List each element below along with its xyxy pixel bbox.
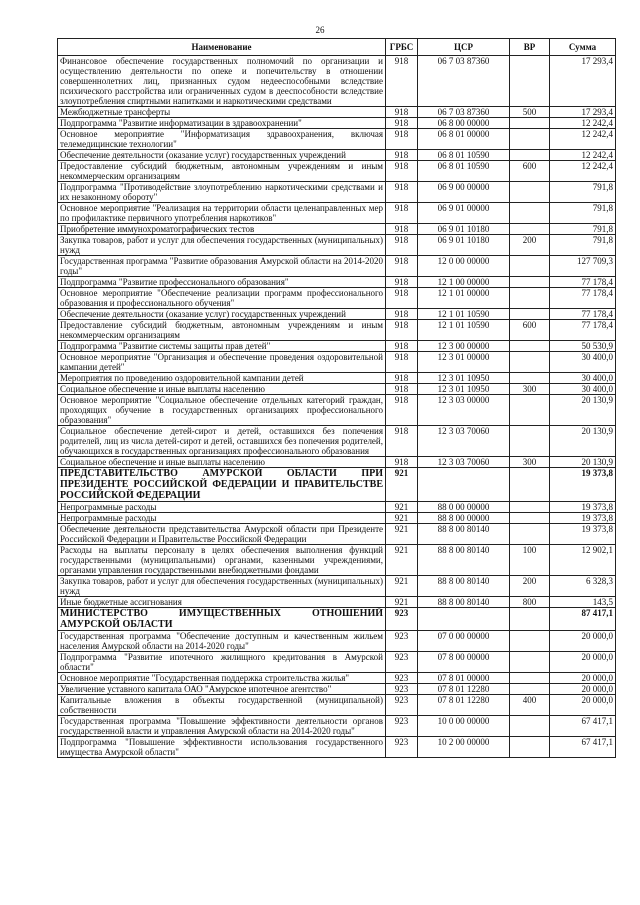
row-name: Подпрограмма "Развитие ипотечного жилищного кредитования в Амурской области": [58, 652, 386, 673]
row-name: Обеспечение деятельности (оказание услуг) государственных учреждений: [58, 150, 386, 161]
row-csr: 07 8 01 12280: [418, 684, 510, 695]
table-row: [58, 56, 616, 107]
row-grbs: 921: [386, 545, 418, 576]
table-row: [58, 320, 616, 341]
row-grbs: 918: [386, 309, 418, 320]
row-sum: 67 417,1: [550, 737, 616, 758]
row-csr: [418, 468, 510, 502]
table-row: [58, 182, 616, 203]
table-row: [58, 652, 616, 673]
row-csr: 12 3 01 10950: [418, 384, 510, 395]
row-vr: [510, 56, 550, 107]
row-sum: 791,8: [550, 235, 616, 256]
row-csr: 12 3 03 70060: [418, 426, 510, 457]
row-grbs: 918: [386, 277, 418, 288]
table-row: [58, 288, 616, 309]
header-sum: Сумма: [550, 39, 616, 56]
row-grbs: 918: [386, 341, 418, 352]
row-csr: 06 7 03 87360: [418, 56, 510, 107]
row-sum: 791,8: [550, 203, 616, 224]
row-sum: 77 178,4: [550, 277, 616, 288]
row-name: Мероприятия по проведению оздоровительной кампании детей: [58, 373, 386, 384]
row-csr: 88 8 00 80140: [418, 576, 510, 597]
page-number: 26: [315, 25, 325, 35]
row-grbs: 923: [386, 608, 418, 631]
row-name: Государственная программа "Обеспечение доступным и качественным жильем населения Амурской области на 2014-2020 годы": [58, 631, 386, 652]
row-grbs: 923: [386, 673, 418, 684]
row-vr: 600: [510, 161, 550, 182]
table-row: [58, 150, 616, 161]
row-vr: [510, 395, 550, 426]
row-name: Обеспечение деятельности (оказание услуг) государственных учреждений: [58, 309, 386, 320]
row-vr: 200: [510, 235, 550, 256]
row-csr: 88 8 00 80140: [418, 545, 510, 576]
row-name: Межбюджетные трансферты: [58, 107, 386, 118]
row-csr: 12 1 01 10590: [418, 309, 510, 320]
table-row: [58, 513, 616, 524]
table-row: [58, 468, 616, 502]
row-vr: 500: [510, 107, 550, 118]
row-name: Государственная программа "Развитие образования Амурской области на 2014-2020 годы": [58, 256, 386, 277]
row-vr: [510, 341, 550, 352]
row-vr: [510, 502, 550, 513]
row-csr: 10 2 00 00000: [418, 737, 510, 758]
row-sum: 19 373,8: [550, 513, 616, 524]
row-grbs: 918: [386, 426, 418, 457]
row-grbs: 918: [386, 129, 418, 150]
row-name: Финансовое обеспечение государственных полномочий по организации и осуществлению деятельности по опеке и попечительству в отношении совершеннолетних лиц, признанных судом недееспособными вследствие психического расстройства или ограниченных судом в дееспособности вследствие злоупотребления спиртными напитками и наркотическими средствами: [58, 56, 386, 107]
row-grbs: 923: [386, 684, 418, 695]
row-vr: [510, 373, 550, 384]
row-csr: 88 0 00 00000: [418, 502, 510, 513]
table-row: [58, 277, 616, 288]
row-sum: 20 000,0: [550, 631, 616, 652]
row-csr: 06 8 00 00000: [418, 118, 510, 129]
row-sum: 77 178,4: [550, 320, 616, 341]
row-grbs: 923: [386, 631, 418, 652]
row-name: Закупка товаров, работ и услуг для обеспечения государственных (муниципальных) нужд: [58, 235, 386, 256]
row-sum: 30 400,0: [550, 352, 616, 373]
row-name: Подпрограмма "Повышение эффективности использования государственного имущества Амурской области": [58, 737, 386, 758]
row-sum: 20 000,0: [550, 652, 616, 673]
row-csr: 06 9 00 00000: [418, 182, 510, 203]
row-sum: 20 130,9: [550, 395, 616, 426]
row-csr: 12 1 00 00000: [418, 277, 510, 288]
row-csr: 12 3 03 70060: [418, 457, 510, 468]
row-sum: 17 293,4: [550, 56, 616, 107]
table-row: [58, 341, 616, 352]
row-grbs: 918: [386, 56, 418, 107]
table-row: [58, 384, 616, 395]
row-name: Предоставление субсидий бюджетным, автономным учреждениям и иным некоммерческим организациям: [58, 320, 386, 341]
row-sum: 20 000,0: [550, 695, 616, 716]
row-name: Непрограммные расходы: [58, 513, 386, 524]
row-csr: 12 3 01 10950: [418, 373, 510, 384]
table-row: [58, 737, 616, 758]
row-grbs: 918: [386, 161, 418, 182]
row-vr: 300: [510, 457, 550, 468]
row-name: Основное мероприятие "Информатизация здравоохранения, включая телемедицинские технологии": [58, 129, 386, 150]
row-name: МИНИСТЕРСТВО ИМУЩЕСТВЕННЫХ ОТНОШЕНИЙ АМУРСКОЙ ОБЛАСТИ: [58, 608, 386, 631]
header-grbs: ГРБС: [386, 39, 418, 56]
row-vr: [510, 182, 550, 203]
row-sum: 77 178,4: [550, 288, 616, 309]
row-name: Социальное обеспечение детей-сирот и детей, оставшихся без попечения родителей, лиц из числа детей-сирот и детей, оставшихся без попечения родителей, обучающихся в государственных организациях профессионального образования: [58, 426, 386, 457]
table-row: [58, 118, 616, 129]
table-body: [58, 56, 616, 758]
row-grbs: 923: [386, 695, 418, 716]
header-name: Наименование: [58, 39, 386, 56]
row-csr: 06 8 01 10590: [418, 161, 510, 182]
row-name: ПРЕДСТАВИТЕЛЬСТВО АМУРСКОЙ ОБЛАСТИ ПРИ ПРЕЗИДЕНТЕ РОССИЙСКОЙ ФЕДЕРАЦИИ И ПРАВИТЕЛЬСТВЕ РОССИЙСКОЙ ФЕДЕРАЦИИ: [58, 468, 386, 502]
row-vr: [510, 256, 550, 277]
row-sum: 50 530,9: [550, 341, 616, 352]
table-row: [58, 457, 616, 468]
row-grbs: 921: [386, 502, 418, 513]
budget-table: [57, 38, 616, 758]
table-row: [58, 695, 616, 716]
table-row: [58, 107, 616, 118]
row-vr: [510, 224, 550, 235]
row-vr: [510, 150, 550, 161]
row-vr: 200: [510, 576, 550, 597]
table-row: [58, 203, 616, 224]
row-vr: 600: [510, 320, 550, 341]
row-sum: 87 417,1: [550, 608, 616, 631]
row-name: Основное мероприятие "Организация и обеспечение проведения оздоровительной кампании детей": [58, 352, 386, 373]
row-sum: 12 242,4: [550, 150, 616, 161]
row-vr: [510, 129, 550, 150]
row-sum: 143,5: [550, 597, 616, 608]
row-sum: 77 178,4: [550, 309, 616, 320]
row-sum: 67 417,1: [550, 716, 616, 737]
row-name: Подпрограмма "Развитие профессионального образования": [58, 277, 386, 288]
row-grbs: 918: [386, 320, 418, 341]
row-sum: 791,8: [550, 182, 616, 203]
row-name: Подпрограмма "Развитие информатизации в здравоохранении": [58, 118, 386, 129]
row-vr: [510, 513, 550, 524]
row-grbs: 918: [386, 224, 418, 235]
header-vr: ВР: [510, 39, 550, 56]
row-vr: [510, 468, 550, 502]
row-vr: 800: [510, 597, 550, 608]
row-csr: 06 7 03 87360: [418, 107, 510, 118]
table-row: [58, 161, 616, 182]
row-grbs: 923: [386, 652, 418, 673]
table-row: [58, 129, 616, 150]
row-grbs: 918: [386, 118, 418, 129]
table-row: [58, 716, 616, 737]
row-name: Иные бюджетные ассигнования: [58, 597, 386, 608]
row-vr: [510, 673, 550, 684]
header-csr: ЦСР: [418, 39, 510, 56]
row-vr: [510, 631, 550, 652]
row-grbs: 921: [386, 513, 418, 524]
row-sum: 20 000,0: [550, 673, 616, 684]
table-row: [58, 256, 616, 277]
row-vr: [510, 716, 550, 737]
row-csr: 06 9 01 10180: [418, 224, 510, 235]
row-sum: 12 902,1: [550, 545, 616, 576]
row-grbs: 918: [386, 373, 418, 384]
row-sum: 19 373,8: [550, 502, 616, 513]
row-name: Непрограммные расходы: [58, 502, 386, 513]
table-row: [58, 373, 616, 384]
row-vr: [510, 652, 550, 673]
row-vr: [510, 737, 550, 758]
row-csr: 06 8 01 10590: [418, 150, 510, 161]
row-grbs: 918: [386, 384, 418, 395]
row-name: Основное мероприятие "Государственная поддержка строительства жилья": [58, 673, 386, 684]
row-name: Социальное обеспечение и иные выплаты населению: [58, 457, 386, 468]
row-grbs: 918: [386, 150, 418, 161]
row-csr: 07 8 01 12280: [418, 695, 510, 716]
row-vr: [510, 524, 550, 545]
table-row: [58, 608, 616, 631]
row-vr: [510, 309, 550, 320]
row-name: Социальное обеспечение и иные выплаты населению: [58, 384, 386, 395]
row-vr: [510, 288, 550, 309]
row-name: Закупка товаров, работ и услуг для обеспечения государственных (муниципальных) нужд: [58, 576, 386, 597]
table-row: [58, 597, 616, 608]
row-grbs: 918: [386, 235, 418, 256]
row-vr: 400: [510, 695, 550, 716]
row-name: Подпрограмма "Развитие системы защиты прав детей": [58, 341, 386, 352]
row-grbs: 918: [386, 352, 418, 373]
row-csr: [418, 608, 510, 631]
row-vr: [510, 608, 550, 631]
row-csr: 88 8 00 80140: [418, 597, 510, 608]
row-csr: 07 8 00 00000: [418, 652, 510, 673]
row-grbs: 923: [386, 716, 418, 737]
row-grbs: 918: [386, 107, 418, 118]
row-vr: [510, 118, 550, 129]
table-row: [58, 576, 616, 597]
row-sum: 30 400,0: [550, 384, 616, 395]
row-name: Основное мероприятие "Социальное обеспечение отдельных категорий граждан, проходящих обучение в государственных организациях профессионального образования": [58, 395, 386, 426]
row-sum: 6 328,3: [550, 576, 616, 597]
table-row: [58, 309, 616, 320]
row-csr: 06 9 01 10180: [418, 235, 510, 256]
row-grbs: 918: [386, 256, 418, 277]
row-name: Приобретение иммунохроматографических тестов: [58, 224, 386, 235]
row-grbs: 918: [386, 457, 418, 468]
table-row: [58, 426, 616, 457]
row-csr: 12 0 00 00000: [418, 256, 510, 277]
row-sum: 20 000,0: [550, 684, 616, 695]
row-sum: 17 293,4: [550, 107, 616, 118]
table-row: [58, 502, 616, 513]
row-csr: 10 0 00 00000: [418, 716, 510, 737]
row-name: Основное мероприятие "Обеспечение реализации программ профессионального образования и профессионального обучения": [58, 288, 386, 309]
row-vr: [510, 352, 550, 373]
table-row: [58, 631, 616, 652]
row-csr: 07 8 01 00000: [418, 673, 510, 684]
row-csr: 12 1 01 00000: [418, 288, 510, 309]
row-csr: 12 3 03 00000: [418, 395, 510, 426]
table-row: [58, 545, 616, 576]
row-csr: 07 0 00 00000: [418, 631, 510, 652]
row-sum: 19 373,8: [550, 468, 616, 502]
row-grbs: 918: [386, 288, 418, 309]
row-vr: [510, 277, 550, 288]
row-name: Предоставление субсидий бюджетным, автономным учреждениям и иным некоммерческим организациям: [58, 161, 386, 182]
table-row: [58, 235, 616, 256]
row-grbs: 918: [386, 203, 418, 224]
row-vr: 100: [510, 545, 550, 576]
row-vr: [510, 426, 550, 457]
row-sum: 12 242,4: [550, 129, 616, 150]
row-sum: 127 709,3: [550, 256, 616, 277]
row-grbs: 918: [386, 395, 418, 426]
row-csr: 12 3 00 00000: [418, 341, 510, 352]
row-csr: 06 9 01 00000: [418, 203, 510, 224]
row-vr: [510, 203, 550, 224]
row-sum: 12 242,4: [550, 118, 616, 129]
row-csr: 88 8 00 80140: [418, 524, 510, 545]
table-row: [58, 395, 616, 426]
row-name: Основное мероприятие "Реализация на территории области целенаправленных мер по профилактике первичного употребления наркотиков": [58, 203, 386, 224]
row-name: Государственная программа "Повышение эффективности деятельности органов государственной власти и управления Амурской области на 2014-2020 годы": [58, 716, 386, 737]
row-name: Расходы на выплаты персоналу в целях обеспечения выполнения функций государственными (муниципальными) органами, казенными учреждениями, органами управления государственными внебюджетными фондами: [58, 545, 386, 576]
row-csr: 12 1 01 10590: [418, 320, 510, 341]
table-row: [58, 684, 616, 695]
table-row: [58, 673, 616, 684]
row-sum: 20 130,9: [550, 457, 616, 468]
table-header-row: [58, 39, 616, 56]
row-sum: 791,8: [550, 224, 616, 235]
row-grbs: 918: [386, 182, 418, 203]
row-grbs: 921: [386, 468, 418, 502]
row-name: Подпрограмма "Противодействие злоупотреблению наркотическими средствами и их незаконному обороту": [58, 182, 386, 203]
row-vr: [510, 684, 550, 695]
row-name: Увеличение уставного капитала ОАО "Амурское ипотечное агентство": [58, 684, 386, 695]
table-row: [58, 524, 616, 545]
table-row: [58, 352, 616, 373]
row-sum: 19 373,8: [550, 524, 616, 545]
row-name: Капитальные вложения в объекты государственной (муниципальной) собственности: [58, 695, 386, 716]
row-sum: 12 242,4: [550, 161, 616, 182]
row-grbs: 921: [386, 597, 418, 608]
row-csr: 06 8 01 00000: [418, 129, 510, 150]
row-sum: 20 130,9: [550, 426, 616, 457]
row-csr: 12 3 01 00000: [418, 352, 510, 373]
row-grbs: 921: [386, 524, 418, 545]
row-grbs: 923: [386, 737, 418, 758]
row-name: Обеспечение деятельности представительства Амурской области при Президенте Российской Федерации и Правительстве Российской Федерации: [58, 524, 386, 545]
table-row: [58, 224, 616, 235]
row-csr: 88 8 00 00000: [418, 513, 510, 524]
row-sum: 30 400,0: [550, 373, 616, 384]
row-grbs: 921: [386, 576, 418, 597]
row-vr: 300: [510, 384, 550, 395]
